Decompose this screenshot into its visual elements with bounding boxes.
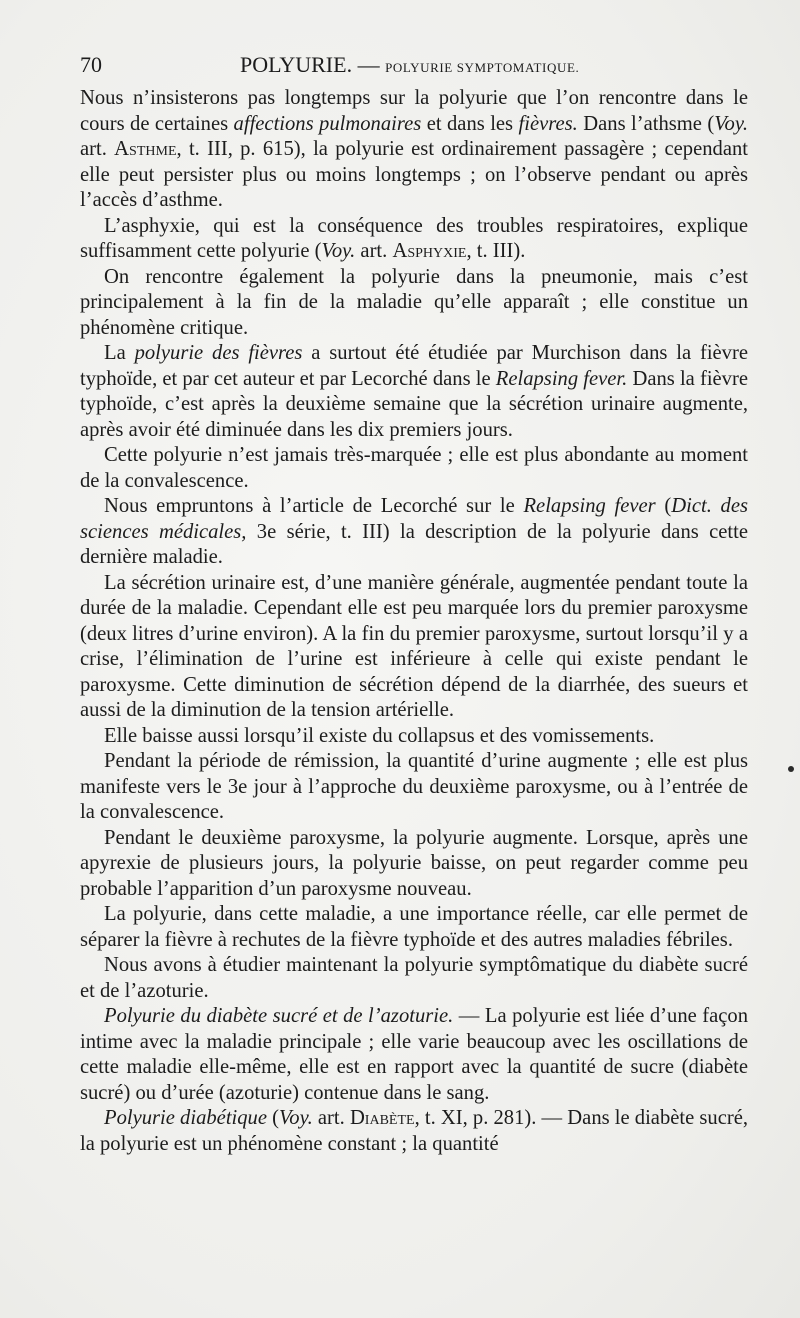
paragraph: Nous n’insisterons pas longtemps sur la polyurie que l’on rencontre dans le cours de certaines affections pulmonaires et dans les fièvres. Dans l’athsme (Voy. art. Asthme, t. III, p. 615), la polyurie est ordinairement passagère ; cependant elle peut persister plus ou moins longtemps ; on l’observe pendant ou après l’accès d’asthme. — [80, 87, 748, 211]
paragraph: Polyurie du diabète sucré et de l’azoturie. — La polyurie est liée d’une façon intime avec la maladie principale ; elle varie beaucoup avec les oscillations de cette maladie elle-même, elle est en rapport avec la quantité de sucre (diabète sucré) ou d’urée (azoturie) contenue dans le sang. — [80, 1005, 748, 1104]
paragraph: Cette polyurie n’est jamais très-marquée ; elle est plus abondante au moment de la convalescence. — [80, 444, 748, 492]
paragraph: Nous empruntons à l’article de Lecorché sur le Relapsing fever (Dict. des sciences médicales, 3e série, t. III) la description de la polyurie dans cette dernière maladie. — [80, 495, 748, 568]
header-subtitle: POLYURIE SYMPTOMATIQUE. — [385, 60, 580, 75]
paragraph: L’asphyxie, qui est la conséquence des troubles respiratoires, explique suffisamment cette polyurie (Voy. art. Asphyxie, t. III). — [80, 214, 748, 262]
paragraph: Pendant la période de rémission, la quantité d’urine augmente ; elle est plus manifeste vers le 3e jour à l’approche du deuxième paroxysme, ou à l’entrée de la convalescence. — [80, 750, 748, 823]
paragraph: Nous avons à étudier maintenant la polyurie symptômatique du diabète sucré et de l’azoturie. — [80, 954, 748, 1002]
paragraph: Pendant le deuxième paroxysme, la polyurie augmente. Lorsque, après une apyrexie de plusieurs jours, la polyurie baisse, on peut regarder comme peu probable l’apparition d’un paroxysme nouveau. — [80, 826, 748, 900]
paragraph: La polyurie des fièvres a surtout été étudiée par Murchison dans la fièvre typhoïde, et par cet auteur et par Lecorché dans le Relapsing fever. Dans la fièvre typhoïde, c’est après la deuxième semaine que la sécrétion urinaire augmente, après avoir été diminuée dans les dix premiers jours. — [80, 342, 748, 441]
paragraph: Elle baisse aussi lorsqu’il existe du collapsus et des vomissements. — [104, 724, 655, 747]
paragraph: On rencontre également la polyurie dans la pneumonie, mais c’est principalement à la fin de la maladie qu’elle apparaît ; elle constitue un phénomène critique. — [80, 265, 748, 339]
header-separator: — — [357, 52, 380, 77]
paragraph: La polyurie, dans cette maladie, a une importance réelle, car elle permet de séparer la fièvre à rechutes de la fièvre typhoïde et des autres maladies fébriles. — [80, 903, 748, 951]
page-number: 70 — [80, 52, 102, 77]
body-text — [80, 86, 748, 1157]
paragraph: Polyurie diabétique (Voy. art. Diabète, t. XI, p. 281). — Dans le diabète sucré, la polyurie est un phénomène constant ; la quantité — [80, 1107, 748, 1155]
running-header — [80, 52, 750, 82]
ink-speck — [788, 766, 794, 772]
running-title — [240, 52, 579, 78]
paragraph: La sécrétion urinaire est, d’une manière générale, augmentée pendant toute la durée de la maladie. Cependant elle est peu marquée lors du premier paroxysme (deux litres d’urine environ). A la fin du premier paroxysme, surtout lorsqu’il y a crise, l’élimination de l’urine est inférieure à celle qui existe pendant le paroxysme. Cette diminution de sécrétion dépend de la diarrhée, des sueurs et aussi de la diminution de la tension artérielle. — [80, 571, 748, 721]
header-title: POLYURIE. — [240, 52, 353, 77]
